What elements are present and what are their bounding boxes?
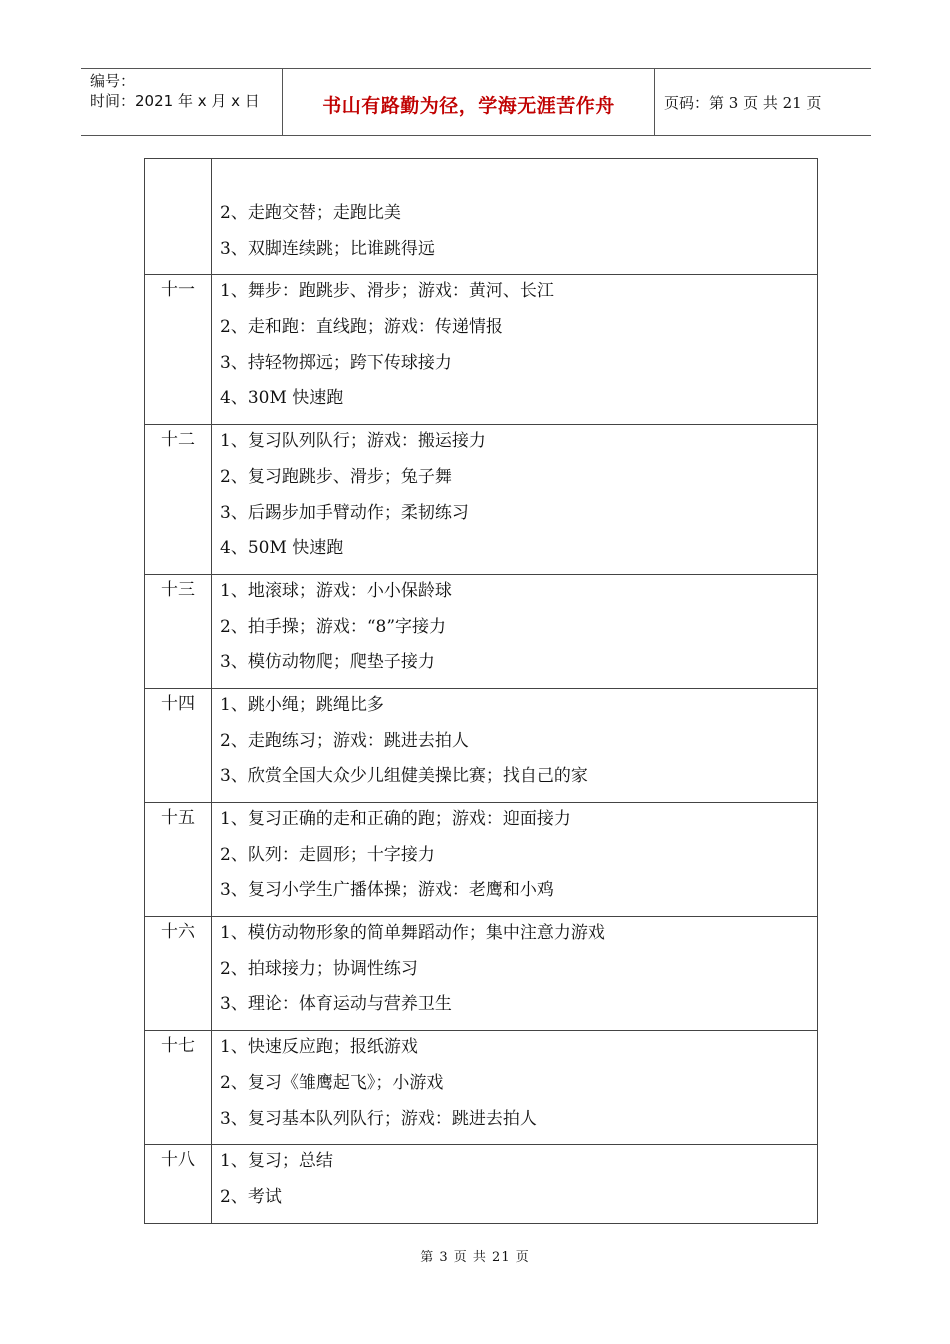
week-cell: 十五	[145, 803, 212, 917]
page-info: 页码：第 3 页 共 21 页	[664, 93, 822, 112]
week-cell	[145, 159, 212, 275]
table-row	[145, 574, 818, 688]
list-item: 3、复习基本队列队行；游戏：跳进去拍人	[220, 1108, 537, 1129]
continued-spacer	[220, 160, 817, 198]
table-row	[145, 917, 818, 1031]
list-item: 3、欣赏全国大众少儿组健美操比赛；找自己的家	[220, 766, 588, 787]
week-cell: 十八	[145, 1145, 212, 1223]
list-item: 4、30M 快速跑	[220, 388, 344, 409]
items-cell	[212, 1031, 818, 1145]
list-item: 3、理论：体育运动与营养卫生	[220, 994, 452, 1015]
week-cell: 十四	[145, 688, 212, 802]
items-cell	[212, 159, 818, 275]
list-item: 2、走和跑：直线跑；游戏：传递情报	[220, 317, 503, 338]
table-row	[145, 425, 818, 575]
table-row	[145, 803, 818, 917]
list-item: 2、走跑练习；游戏：跳进去拍人	[220, 730, 469, 751]
list-item: 1、模仿动物形象的简单舞蹈动作；集中注意力游戏	[220, 923, 605, 944]
week-cell: 十七	[145, 1031, 212, 1145]
list-item: 1、舞步：跑跳步、滑步；游戏：黄河、长江	[220, 281, 554, 302]
list-item: 2、拍手操；游戏：“8”字接力	[220, 616, 447, 637]
list-item: 1、复习；总结	[220, 1151, 333, 1172]
items-cell	[212, 425, 818, 575]
list-item: 2、走跑交替；走跑比美	[220, 203, 401, 223]
list-item: 3、持轻物掷远；跨下传球接力	[220, 352, 452, 373]
items-cell	[212, 688, 818, 802]
table-row	[145, 1031, 818, 1145]
list-item: 4、50M 快速跑	[220, 538, 344, 559]
list-item: 2、考试	[220, 1186, 282, 1207]
week-cell: 十一	[145, 275, 212, 425]
list-item: 3、后踢步加手臂动作；柔韧练习	[220, 502, 469, 523]
list-item: 3、复习小学生广播体操；游戏：老鹰和小鸡	[220, 880, 554, 901]
week-cell: 十三	[145, 574, 212, 688]
items-cell	[212, 803, 818, 917]
week-cell: 十二	[145, 425, 212, 575]
header-motto-cell	[283, 69, 655, 135]
list-item: 2、复习《雏鹰起飞》；小游戏	[220, 1072, 444, 1093]
items-cell	[212, 917, 818, 1031]
list-item: 1、复习队列队行；游戏：搬运接力	[220, 431, 486, 452]
serial-number-label: 编号：	[90, 72, 136, 90]
list-item: 2、队列：走圆形；十字接力	[220, 844, 435, 865]
items-cell	[212, 1145, 818, 1223]
document-header	[81, 68, 871, 136]
list-item: 2、复习跑跳步、滑步；兔子舞	[220, 466, 452, 487]
list-item: 1、快速反应跑；报纸游戏	[220, 1037, 418, 1058]
date-line: 时间：2021 年 x 月 x 日	[90, 92, 260, 110]
footer-page-number: 第 3 页 共 21 页	[420, 1250, 530, 1265]
list-item: 3、模仿动物爬；爬垫子接力	[220, 652, 435, 673]
table-row	[145, 159, 818, 275]
items-cell	[212, 275, 818, 425]
schedule-table	[144, 158, 818, 1224]
week-cell: 十六	[145, 917, 212, 1031]
items-cell	[212, 574, 818, 688]
list-item: 3、双脚连续跳；比谁跳得远	[220, 238, 435, 259]
table-row	[145, 275, 818, 425]
table-row	[145, 688, 818, 802]
page-footer	[0, 1246, 950, 1265]
header-meta-cell	[81, 69, 283, 135]
list-item: 1、复习正确的走和正确的跑；游戏：迎面接力	[220, 809, 571, 829]
motto-text: 书山有路勤为径，学海无涯苦作舟	[322, 94, 615, 117]
list-item: 1、跳小绳；跳绳比多	[220, 694, 384, 715]
list-item: 2、拍球接力；协调性练习	[220, 958, 418, 979]
table-row	[145, 1145, 818, 1223]
list-item: 1、地滚球；游戏：小小保龄球	[220, 580, 452, 601]
header-page-cell	[655, 69, 871, 135]
